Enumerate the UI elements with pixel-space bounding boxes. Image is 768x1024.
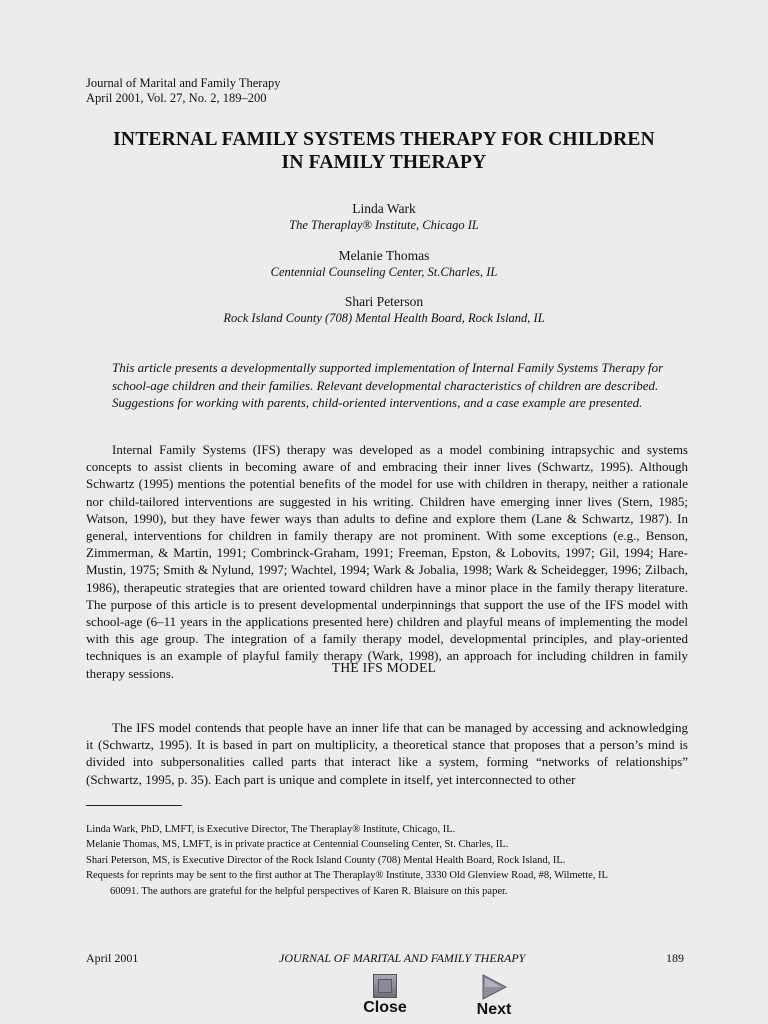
- author-affiliation: The Theraplay® Institute, Chicago IL: [289, 218, 479, 232]
- author-name: Linda Wark: [352, 201, 416, 216]
- abstract: This article presents a developmentally supported implementation of Internal Family Systems Therapy for school-age children and their families. Relevant developmental characteristics of children are described. Suggestions for working with parents, child-oriented interventions, and a case example are presented.: [112, 360, 664, 410]
- author-name: Shari Peterson: [344, 294, 424, 309]
- author-block: [60, 201, 708, 233]
- footnote: Requests for reprints may be sent to the first author at The Theraplay® Institute, 3330 Old Glenview Road, #8, Wilmette, IL: [86, 870, 608, 882]
- journal-name: Journal of Marital and Family Therapy: [86, 76, 281, 90]
- next-label[interactable]: Next: [476, 1001, 512, 1018]
- page-footer: [86, 951, 684, 966]
- author-affiliation: Rock Island County (708) Mental Health Board, Rock Island, IL: [223, 311, 545, 325]
- title-line-1: INTERNAL FAMILY SYSTEMS THERAPY FOR CHILDREN: [113, 129, 655, 150]
- close-label[interactable]: Close: [363, 999, 407, 1016]
- footer-date: April 2001: [86, 951, 139, 965]
- close-button[interactable]: [357, 974, 413, 1017]
- author-block: [60, 248, 708, 280]
- close-icon[interactable]: [373, 974, 397, 998]
- page-number: 189: [665, 951, 684, 965]
- body-paragraph-ifs-model: The IFS model contends that people have an inner life that can be managed by accessing and acknowledging it (Schwartz, 1995). It is based in part on multiplicity, a theoretical stance that proposes that a person’s mind is divided into subpersonalities called parts that interact like a system, forming “networks of relationships” (Schwartz, 1995, p. 35). Each part is unique and complete in itself, yet interconnected to other: [86, 720, 688, 787]
- footnote: Linda Wark, PhD, LMFT, is Executive Director, The Theraplay® Institute, Chicago, IL.: [86, 824, 456, 835]
- next-arrow-icon[interactable]: [480, 974, 508, 1000]
- journal-header: [86, 76, 281, 106]
- body-paragraph-intro: Internal Family Systems (IFS) therapy was developed as a model combining intrapsychic and systems concepts to assist clients in becoming aware of and embracing their inner lives (Schwartz, 1995). Although Schwartz (1995) mentions the potential benefits of the model for use with children in therapy, neither a rationale nor child-tailored interventions are suggested in his writing. Children have emerging inner lives (Stern, 1985; Watson, 1990), but they have fewer ways than adults to define and explore them (Lane & Schwartz, 1987). In general, interventions for children in family therapy are not prominent. With some exceptions (e.g., Benson, Zimmerman, & Martin, 1991; Combrinck-Graham, 1991; Freeman, Epston, & Lobovits, 1997; Gil, 1994; Hare-Mustin, 1975; Smith & Nylund, 1997; Wachtel, 1994; Wark & Jobalia, 1998; Wark & Scheidegger, 1996; Zilbach, 1986), therapeutic strategies that are oriented toward children have a minor place in the family therapy literature. The purpose of this article is to present developmental underpinnings that support the use of the IFS model with school-age (6–11 years in the applications presented here) children and playful means of implementing the model with this age group. The integration of a family therapy model, developmental principles, and play-oriented techniques is an example of playful family therapy (Wark, 1998), an approach for including children in family therapy sessions.: [86, 442, 688, 681]
- title-line-2: IN FAMILY THERAPY: [281, 152, 487, 173]
- footer-journal: JOURNAL OF MARITAL AND FAMILY THERAPY: [279, 951, 526, 965]
- next-button[interactable]: [466, 974, 522, 1019]
- footnote: Shari Peterson, MS, is Executive Director of the Rock Island County (708) Mental Health Board, Rock Island, IL.: [86, 854, 566, 866]
- author-affiliation: Centennial Counseling Center, St.Charles, IL: [270, 265, 498, 279]
- article-title: [60, 128, 708, 174]
- author-block: [60, 294, 708, 326]
- section-heading: THE IFS MODEL: [331, 660, 437, 675]
- journal-issue: April 2001, Vol. 27, No. 2, 189–200: [86, 91, 267, 105]
- footnotes: [86, 822, 688, 899]
- footnote: Melanie Thomas, MS, LMFT, is in private practice at Centennial Counseling Center, St. Charles, IL.: [86, 839, 509, 851]
- footnote-continuation: 60091. The authors are grateful for the helpful perspectives of Karen R. Blaisure on this paper.: [110, 885, 508, 897]
- footnote-divider: [86, 805, 182, 806]
- author-name: Melanie Thomas: [338, 248, 430, 263]
